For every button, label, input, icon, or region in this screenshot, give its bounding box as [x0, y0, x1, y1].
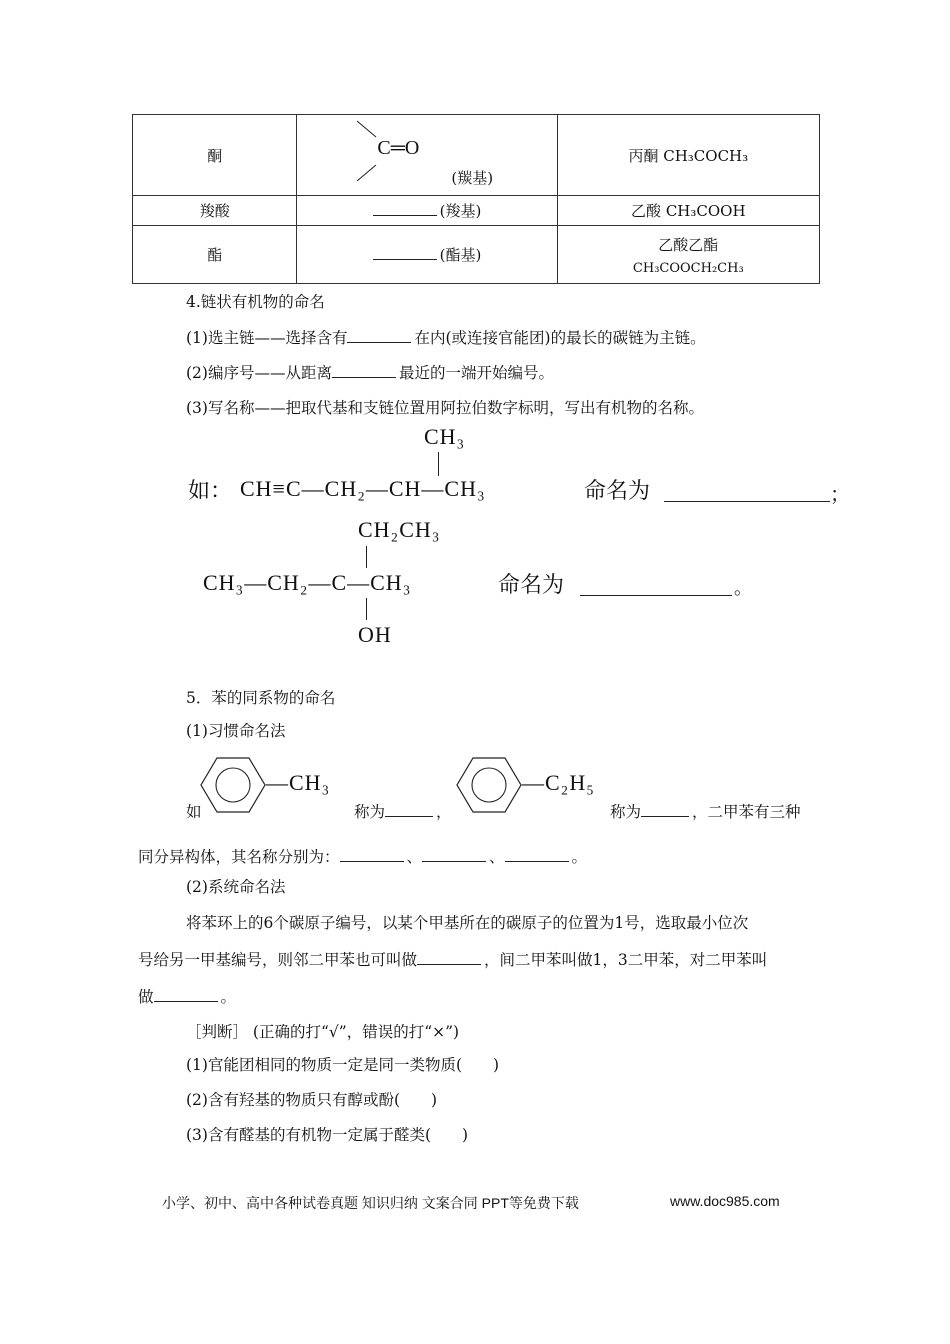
ex2-hydroxyl: OH [358, 622, 392, 647]
answer-blank[interactable] [347, 328, 411, 343]
subsection-2: (2)系统命名法 [186, 878, 286, 896]
judge-item: (1)官能团相同的物质一定是同一类物质( ) [186, 1056, 500, 1074]
answer-blank[interactable] [664, 501, 830, 502]
ex1-prefix: 如： [188, 479, 233, 504]
carbonyl-formula: C═O [377, 137, 420, 159]
naming-label-1: 命名为 [584, 479, 651, 504]
rule-2: (2)编序号——从距离 最近的一端开始编号。 [186, 364, 554, 382]
toluene-substituent: —CH₃ [266, 770, 331, 795]
answer-blank[interactable] [422, 847, 486, 862]
ex1-formula: CH≡C—CH₂—CH—CH₃ [240, 476, 486, 501]
footer-text: 小学、初中、高中各种试卷真题 知识归纳 文案合同 PPT等免费下载 [162, 1195, 579, 1211]
ex2-ethyl-branch: CH₂CH₃ [358, 517, 441, 542]
footer-url[interactable]: www.doc985.com [670, 1193, 780, 1209]
ex2-formula: CH₃—CH₂—C—CH₃ [203, 570, 412, 595]
ex1-branch-bond [438, 452, 439, 476]
answer-blank[interactable] [373, 201, 437, 216]
group-cell: (羧基) [297, 196, 557, 226]
section-5-title: 5．苯的同系物的命名 [186, 689, 336, 707]
carbonyl-bonds-drawing [297, 115, 557, 196]
answer-blank[interactable] [154, 987, 218, 1002]
answer-blank[interactable] [505, 847, 569, 862]
ex1-branch-methyl: CH₃ [424, 424, 466, 449]
group-cell: (酯基) [297, 226, 557, 284]
rule-1: (1)选主链——选择含有 在内(或连接官能团)的最长的碳链为主链。 [186, 329, 706, 347]
judge-item: (3)含有醛基的有机物一定属于醛类( ) [186, 1126, 469, 1144]
ru-label: 如 [186, 803, 202, 821]
system-naming-p1: 将苯环上的6个碳原子编号，以某个甲基所在的碳原子的位置为1号，选取最小位次 [186, 914, 749, 932]
answer-blank[interactable] [580, 595, 732, 596]
answer-blank[interactable] [340, 847, 404, 862]
carbonyl-label: (羰基) [451, 169, 494, 187]
naming-label-2: 命名为 [498, 573, 565, 598]
xylene-isomers-line: 同分异构体，其名称分别为： 、 、 。 [138, 848, 588, 866]
system-naming-p2: 号给另一甲基编号，则邻二甲苯也可叫做 ，间二甲苯叫做1，3二甲苯，对二甲苯叫 [138, 951, 768, 969]
example-cell: 乙酸乙酯 CH₃COOCH₂CH₃ [557, 226, 819, 284]
table-row [133, 196, 820, 226]
subsection-1: (1)习惯命名法 [186, 722, 286, 740]
ex2-bottom-bond [366, 598, 367, 620]
example-cell: 乙酸 CH₃COOH [557, 196, 819, 226]
answer-blank[interactable] [385, 802, 433, 817]
class-name-cell: 酮 [133, 115, 297, 196]
semicolon: ； [830, 482, 850, 506]
judge-item: (2)含有羟基的物质只有醇或酚( ) [186, 1091, 438, 1109]
table-row [133, 226, 820, 284]
table-row [133, 115, 820, 196]
benzene-ring-icon [200, 754, 270, 816]
called-as-1: 称为 ， [354, 803, 452, 821]
carbonyl-structure-cell [297, 115, 557, 196]
period: 。 [734, 578, 752, 599]
answer-blank[interactable] [332, 363, 396, 378]
system-naming-p3: 做 。 [138, 988, 237, 1006]
answer-blank[interactable] [417, 950, 481, 965]
answer-blank[interactable] [641, 802, 689, 817]
functional-group-table [132, 114, 820, 284]
judge-header: ［判断］ (正确的打“√”，错误的打“×”) [186, 1023, 460, 1041]
example-cell: 丙酮 CH₃COCH₃ [557, 115, 819, 196]
rule-3: (3)写名称——把取代基和支链位置用阿拉伯数字标明，写出有机物的名称。 [186, 399, 704, 417]
ex2-top-bond [366, 546, 367, 568]
class-name-cell: 酯 [133, 226, 297, 284]
benzene-ring-icon [456, 754, 526, 816]
class-name-cell: 羧酸 [133, 196, 297, 226]
answer-blank[interactable] [373, 245, 437, 260]
ethylbenzene-substituent: —C₂H₅ [522, 770, 595, 795]
called-as-2: 称为 ，二甲苯有三种 [610, 803, 801, 821]
section-4-title: 4.链状有机物的命名 [186, 293, 325, 311]
